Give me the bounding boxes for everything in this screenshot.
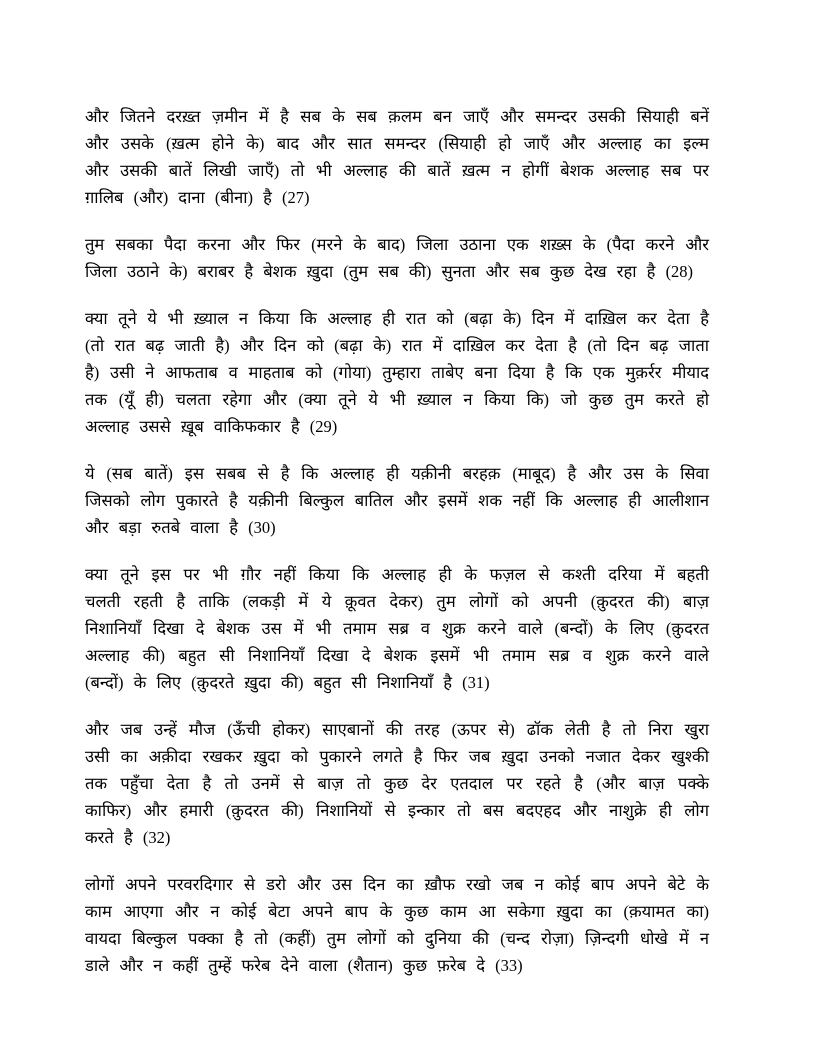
verse-paragraph-29: क्या तूने ये भी ख़्याल न किया कि अल्लाह ही रात को (बढ़ा के) दिन में दाख़िल कर देता है (तो रात बढ़ जाती है) और दिन को (बढ़ा के) रात में दाख़िल कर देता है (तो दिन बढ़ जाता है) उसी ने आफताब व माहताब को (गोया) तुम्हारा ताबेए बना दिया है कि एक मुक़र्रर मीयाद तक (यूँ ही) चलता रहेगा और (क्या तूने ये भी ख़्याल न किया कि) जो कुछ तुम करते हो अल्लाह उससे ख़ूब वाकिफकार है (29) [85,309,709,436]
verse-paragraph-32: और जब उन्हें मौज (ऊँची होकर) साएबानों की तरह (ऊपर से) ढॉक लेती है तो निरा खुरा उसी का अक़ीदा रखकर ख़ुदा को पुकारने लगते है फिर जब ख़ुदा उनको नजात देकर खुश्की तक पहुँचा देता है तो उनमें से बाज़ तो कुछ देर एतदाल पर रहते है (और बाज़ पक्के काफिर) और हमारी (क़ुदरत की) निशानियों से इन्कार तो बस बदएहद और नाशुक्रे ही लोग करते है (32) [85,720,709,847]
verse-paragraph-31: क्या तूने इस पर भी ग़ौर नहीं किया कि अल्लाह ही के फज़ल से कश्ती दरिया में बहती चलती रहती है ताकि (लकड़ी में ये क़ूवत देकर) तुम लोगों को अपनी (क़ुदरत की) बाज़ निशानियाँ दिखा दे बेशक उस में भी तमाम सब्र व शुक्र करने वाले (बन्दों) के लिए (क़ुदरत अल्लाह की) बहुत सी निशानियाँ दिखा दे बेशक इसमें भी तमाम सब्र व शुक्र करने वाले (बन्दों) के लिए (क़ुदरते ख़ुदा की) बहुत सी निशानियाँ है (31) [85,565,709,692]
verse-paragraph-30: ये (सब बातें) इस सबब से है कि अल्लाह ही यक़ीनी बरहक़ (माबूद) है और उस के सिवा जिसको लोग पुकारते है यक़ीनी बिल्कुल बातिल और इसमें शक नहीं कि अल्लाह ही आलीशान और बड़ा रुतबे वाला है (30) [85,464,709,537]
text-content [85,103,709,999]
verse-paragraph-33: लोगों अपने परवरदिगार से डरो और उस दिन का ख़ौफ रखो जब न कोई बाप अपने बेटे के काम आएगा और न कोई बेटा अपने बाप के कुछ काम आ सकेगा ख़ुदा का (क़यामत का) वायदा बिल्कुल पक्का है तो (कहीं) तुम लोगों को दुनिया की (चन्द रोज़ा) ज़िन्दगी धोखे में न डाले और न कहीं तुम्हें फरेब देने वाला (शैतान) कुछ फ़रेब दे (33) [85,875,709,975]
verse-paragraph-27: और जितने दरख़्त ज़मीन में है सब के सब क़लम बन जाएँ और समन्दर उसकी सियाही बनें और उसके (ख़त्म होने के) बाद और सात समन्दर (सियाही हो जाएँ और अल्लाह का इल्म और उसकी बातें लिखी जाएँ) तो भी अल्लाह की बातें ख़त्म न होगीं बेशक अल्लाह सब पर ग़ालिब (और) दाना (बीना) है (27) [85,107,709,207]
verse-paragraph-28: तुम सबका पैदा करना और फिर (मरने के बाद) जिला उठाना एक शख़्स के (पैदा करने और जिला उठाने के) बराबर है बेशक ख़ुदा (तुम सब की) सुनता और सब कुछ देख रहा है (28) [85,235,709,281]
